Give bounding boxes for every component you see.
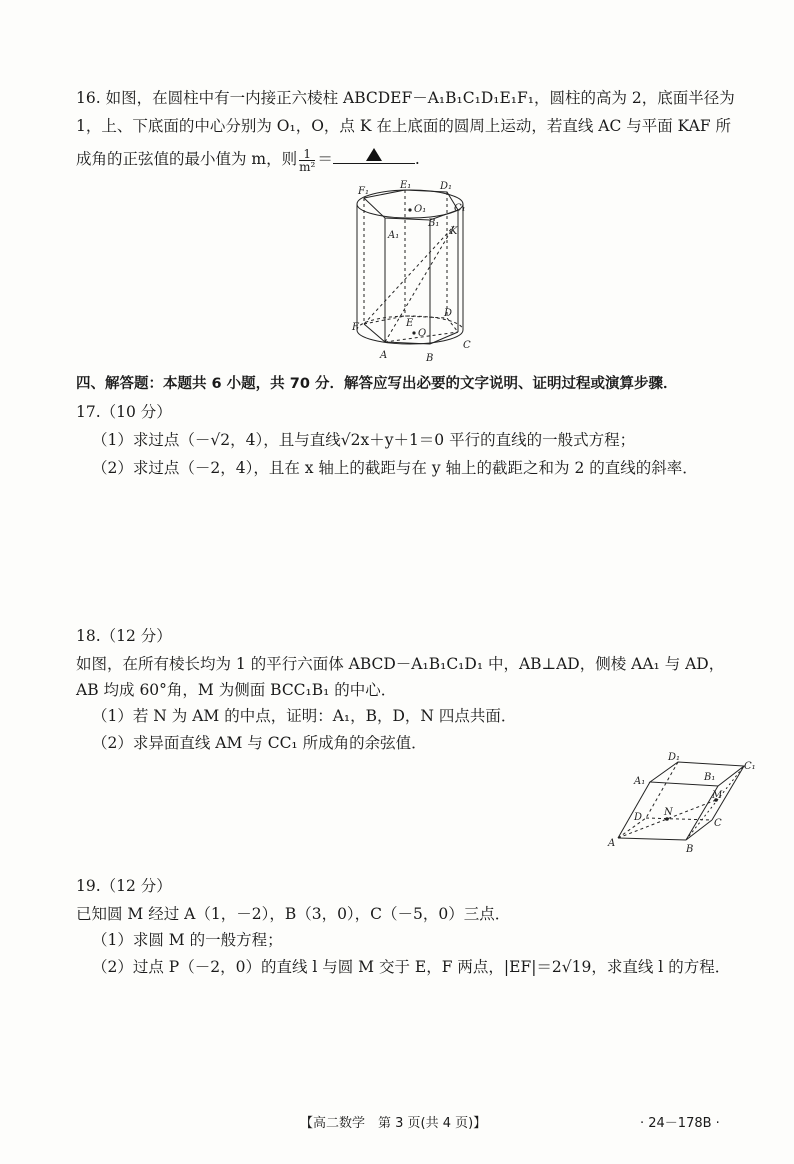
label-C1: C₁: [744, 761, 756, 772]
label-K: K: [450, 226, 458, 237]
q16-line-3: [76, 147, 420, 173]
parallelepiped-figure: [604, 752, 764, 856]
q16-frac-den: m²: [299, 159, 316, 174]
q18-line-2: AB 均成 60°角，M 为侧面 BCC₁B₁ 的中心．: [76, 681, 397, 699]
label-D1: D₁: [440, 181, 453, 192]
label-C1: C₁: [454, 203, 466, 214]
label-M: M: [712, 790, 723, 801]
q16-period: .: [414, 150, 420, 168]
q19-line-1: 已知圆 M 经过 A（1，－2），B（3，0），C（－5，0）三点．: [76, 905, 511, 923]
label-D1: D₁: [668, 752, 681, 763]
label-E: E: [406, 318, 414, 329]
label-B1: B₁: [704, 772, 716, 783]
q16-line-3-text: 成角的正弦值的最小值为 m，则: [76, 150, 298, 168]
label-C: C: [463, 340, 471, 351]
label-A: A: [608, 838, 616, 849]
q17-heading: 17.（10 分）: [76, 403, 172, 421]
q19-part-1: （1）求圆 M 的一般方程；: [92, 931, 283, 949]
triangle-icon: [366, 148, 382, 161]
q16-frac-num: 1: [299, 148, 315, 161]
label-O: O: [418, 328, 427, 339]
cylinder-figure: [350, 180, 480, 368]
label-E1: E₁: [400, 180, 412, 191]
label-F: F: [352, 322, 359, 333]
label-A1: A₁: [388, 230, 400, 241]
label-D: D: [444, 308, 453, 319]
label-C: C: [714, 818, 722, 829]
q17-part-1: （1）求过点（－√2，4），且与直线√2x＋y＋1＝0 平行的直线的一般式方程；: [92, 431, 636, 449]
label-O1: O₁: [414, 204, 427, 215]
label-A1: A₁: [634, 776, 646, 787]
q16-equals: ＝: [317, 150, 333, 168]
q18-part-2: （2）求异面直线 AM 与 CC₁ 所成角的余弦值．: [92, 734, 427, 752]
label-N: N: [664, 807, 673, 818]
q18-line-1: 如图，在所有棱长均为 1 的平行六面体 ABCD－A₁B₁C₁D₁ 中，AB⊥AD，侧棱 AA₁ 与 AD，: [76, 655, 725, 673]
answer-blank[interactable]: [333, 147, 415, 164]
label-D: D: [634, 812, 643, 823]
q16-line-1: 16. 如图，在圆柱中有一内接正六棱柱 ABCDEF－A₁B₁C₁D₁E₁F₁，圆柱的高为 2，底面半径为: [76, 89, 735, 107]
q19-heading: 19.（12 分）: [76, 877, 172, 895]
label-B1: B₁: [428, 218, 440, 229]
q17-part-2: （2）求过点（－2，4），且在 x 轴上的截距与在 y 轴上的截距之和为 2 的直线的斜率．: [92, 459, 698, 477]
page-code: · 24－178B ·: [640, 1116, 720, 1131]
q16-line-2: 1，上、下底面的中心分别为 O₁，O，点 K 在上底面的圆周上运动，若直线 AC 与平面 KAF 所: [76, 117, 732, 135]
q18-part-1: （1）若 N 为 AM 的中点，证明：A₁，B，D，N 四点共面．: [92, 707, 517, 725]
q16-fraction: [299, 148, 315, 173]
label-B: B: [426, 353, 434, 364]
q19-part-2: （2）过点 P（－2，0）的直线 l 与圆 M 交于 E，F 两点，|EF|＝2√19，求直线 l 的方程．: [92, 958, 731, 976]
page-footer: 【高二数学 第 3 页(共 4 页)】: [300, 1116, 487, 1131]
label-B: B: [686, 844, 694, 855]
section-heading: 四、解答题：本题共 6 小题，共 70 分．解答应写出必要的文字说明、证明过程或演算步骤．: [76, 376, 678, 392]
label-F1: F₁: [358, 186, 369, 197]
q18-heading: 18.（12 分）: [76, 627, 172, 645]
label-A: A: [380, 350, 388, 361]
